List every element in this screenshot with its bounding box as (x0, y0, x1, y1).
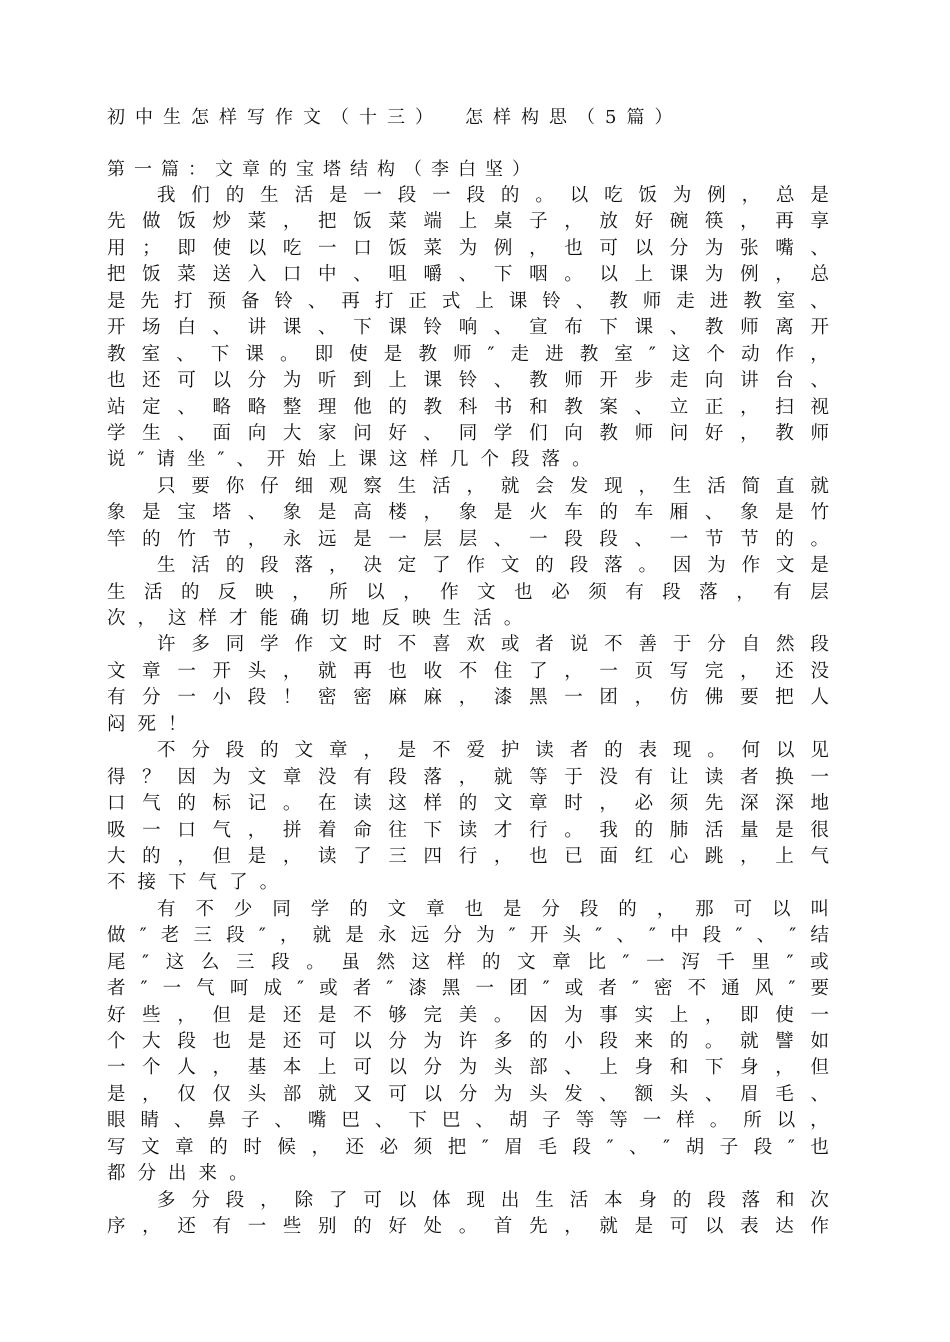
text-line: 做 ″ 老 三 段 ″ ， 就 是 永 远 分 为 ″ 开 头 ″ 、 ″ 中 段 ″ 、 ″ 结 (107, 925, 829, 947)
text-line: 学 生 、 面 向 大 家 问 好 、 同 学 们 向 教 师 问 好 ， 教 师 (107, 422, 829, 444)
text-line: 好 些 ， 但 是 还 是 不 够 完 美 。 因 为 事 实 上 ， 即 使 一 (107, 1004, 829, 1026)
text-line: 用 ； 即 使 以 吃 一 口 饭 菜 为 例 ， 也 可 以 分 为 张 嘴 、 (107, 237, 829, 259)
text-line: 都 分 出 来 。 (107, 1163, 248, 1185)
text-line: 得 ？ 因 为 文 章 没 有 段 落 ， 就 等 于 没 有 让 读 者 换 一 (107, 766, 829, 788)
text-line: 多 分 段 ， 除 了 可 以 体 现 出 生 活 本 身 的 段 落 和 次 (157, 1189, 829, 1211)
text-line: 竿 的 竹 节 ， 永 远 是 一 层 层 、 一 段 段 、 一 节 节 的 。 (107, 528, 829, 550)
text-line: 尾 ″ 这 么 三 段 。 虽 然 这 样 的 文 章 比 ″ 一 泻 千 里 ″ 或 (107, 951, 829, 973)
text-line: 教 室 、 下 课 。 即 使 是 教 师 ″ 走 进 教 室 ″ 这 个 动 作 ， (107, 343, 829, 365)
text-line: 是 ， 仅 仅 头 部 就 又 可 以 分 为 头 发 、 额 头 、 眉 毛 、 (107, 1083, 829, 1105)
text-line: 把 饭 菜 送 入 口 中 、 咀 嚼 、 下 咽 。 以 上 课 为 例 ， 总 (107, 264, 829, 286)
text-line: 许 多 同 学 作 文 时 不 喜 欢 或 者 说 不 善 于 分 自 然 段 (157, 634, 829, 656)
text-line: 序 ， 还 有 一 些 别 的 好 处 。 首 先 ， 就 是 可 以 表 达 作 (107, 1216, 829, 1238)
text-line: 只 要 你 仔 细 观 察 生 活 ， 就 会 发 现 ， 生 活 简 直 就 (157, 475, 829, 497)
text-line: 次 ， 这 样 才 能 确 切 地 反 映 生 活 。 (107, 608, 523, 629)
text-line: 个 大 段 也 是 还 可 以 分 为 许 多 的 小 段 来 的 。 就 譬 如 (107, 1031, 829, 1052)
section-heading: 第一篇：文章的宝塔结构（李白坚） (107, 159, 539, 180)
text-line: 闷 死 ！ (107, 713, 187, 735)
text-line: 者 ″ 一 气 呵 成 ″ 或 者 ″ 漆 黑 一 团 ″ 或 者 ″ 密 不 通 风 ″ 要 (107, 978, 829, 1000)
text-line: 不 接 下 气 了 。 (107, 872, 279, 894)
text-line: 不 分 段 的 文 章 ， 是 不 爱 护 读 者 的 表 现 。 何 以 见 (157, 740, 829, 762)
text-line: 写 文 章 的 时 候 ， 还 必 须 把 ″ 眉 毛 段 ″ 、 ″ 胡 子 段 ″ 也 (107, 1136, 829, 1158)
text-line: 也 还 可 以 分 为 听 到 上 课 铃 、 教 师 开 步 走 向 讲 台 、 (107, 370, 829, 392)
text-line: 有 分 一 小 段 ！ 密 密 麻 麻 ， 漆 黑 一 团 ， 仿 佛 要 把 人 (107, 687, 829, 709)
text-line: 先 做 饭 炒 菜 ， 把 饭 菜 端 上 桌 子 ， 放 好 碗 筷 ， 再 享 (107, 211, 829, 233)
text-line: 生 活 的 段 落 ， 决 定 了 作 文 的 段 落 。 因 为 作 文 是 (157, 555, 829, 577)
text-line: 一 个 人 ， 基 本 上 可 以 分 为 头 部 、 上 身 和 下 身 ， 但 (107, 1057, 829, 1079)
text-line: 口 气 的 标 记 。 在 读 这 样 的 文 章 时 ， 必 须 先 深 深 地 (107, 793, 829, 815)
text-line: 说 ″ 请 坐 ″ 、 开 始 上 课 这 样 几 个 段 落 。 (107, 449, 591, 471)
text-line: 站 定 、 略 略 整 理 他 的 教 科 书 和 教 案 、 立 正 ， 扫 视 (107, 396, 829, 418)
text-line: 有 不 少 同 学 的 文 章 也 是 分 段 的 ， 那 可 以 叫 (157, 898, 829, 920)
text-line: 文 章 一 开 头 ， 就 再 也 收 不 住 了 ， 一 页 写 完 ， 还 没 (107, 660, 829, 682)
text-line: 我 们 的 生 活 是 一 段 一 段 的 。 以 吃 饭 为 例 ， 总 是 (157, 185, 829, 206)
text-line: 是 先 打 预 备 铃 、 再 打 正 式 上 课 铃 、 教 师 走 进 教 室 、 (107, 290, 829, 312)
document-body (107, 183, 829, 1241)
title-part-2: 怎样构思（5篇） (465, 107, 683, 128)
text-line: 象 是 宝 塔 、 象 是 高 楼 ， 象 是 火 车 的 车 厢 、 象 是 竹 (107, 502, 829, 524)
text-line: 生 活 的 反 映 ， 所 以 ， 作 文 也 必 须 有 段 落 ， 有 层 (107, 581, 829, 603)
text-line: 眼 睛 、 鼻 子 、 嘴 巴 、 下 巴 、 胡 子 等 等 一 样 。 所 以 ， (107, 1110, 829, 1132)
text-line: 吸 一 口 气 ， 拼 着 命 往 下 读 才 行 。 我 的 肺 活 量 是 很 (107, 819, 829, 841)
text-line: 大 的 ， 但 是 ， 读 了 三 四 行 ， 也 已 面 红 心 跳 ， 上 气 (107, 845, 829, 867)
document-title (107, 105, 827, 131)
text-line: 开 场 白 、 讲 课 、 下 课 铃 响 、 宣 布 下 课 、 教 师 离 开 (107, 317, 829, 339)
title-part-1: 初中生怎样写作文（十三） (107, 107, 443, 128)
